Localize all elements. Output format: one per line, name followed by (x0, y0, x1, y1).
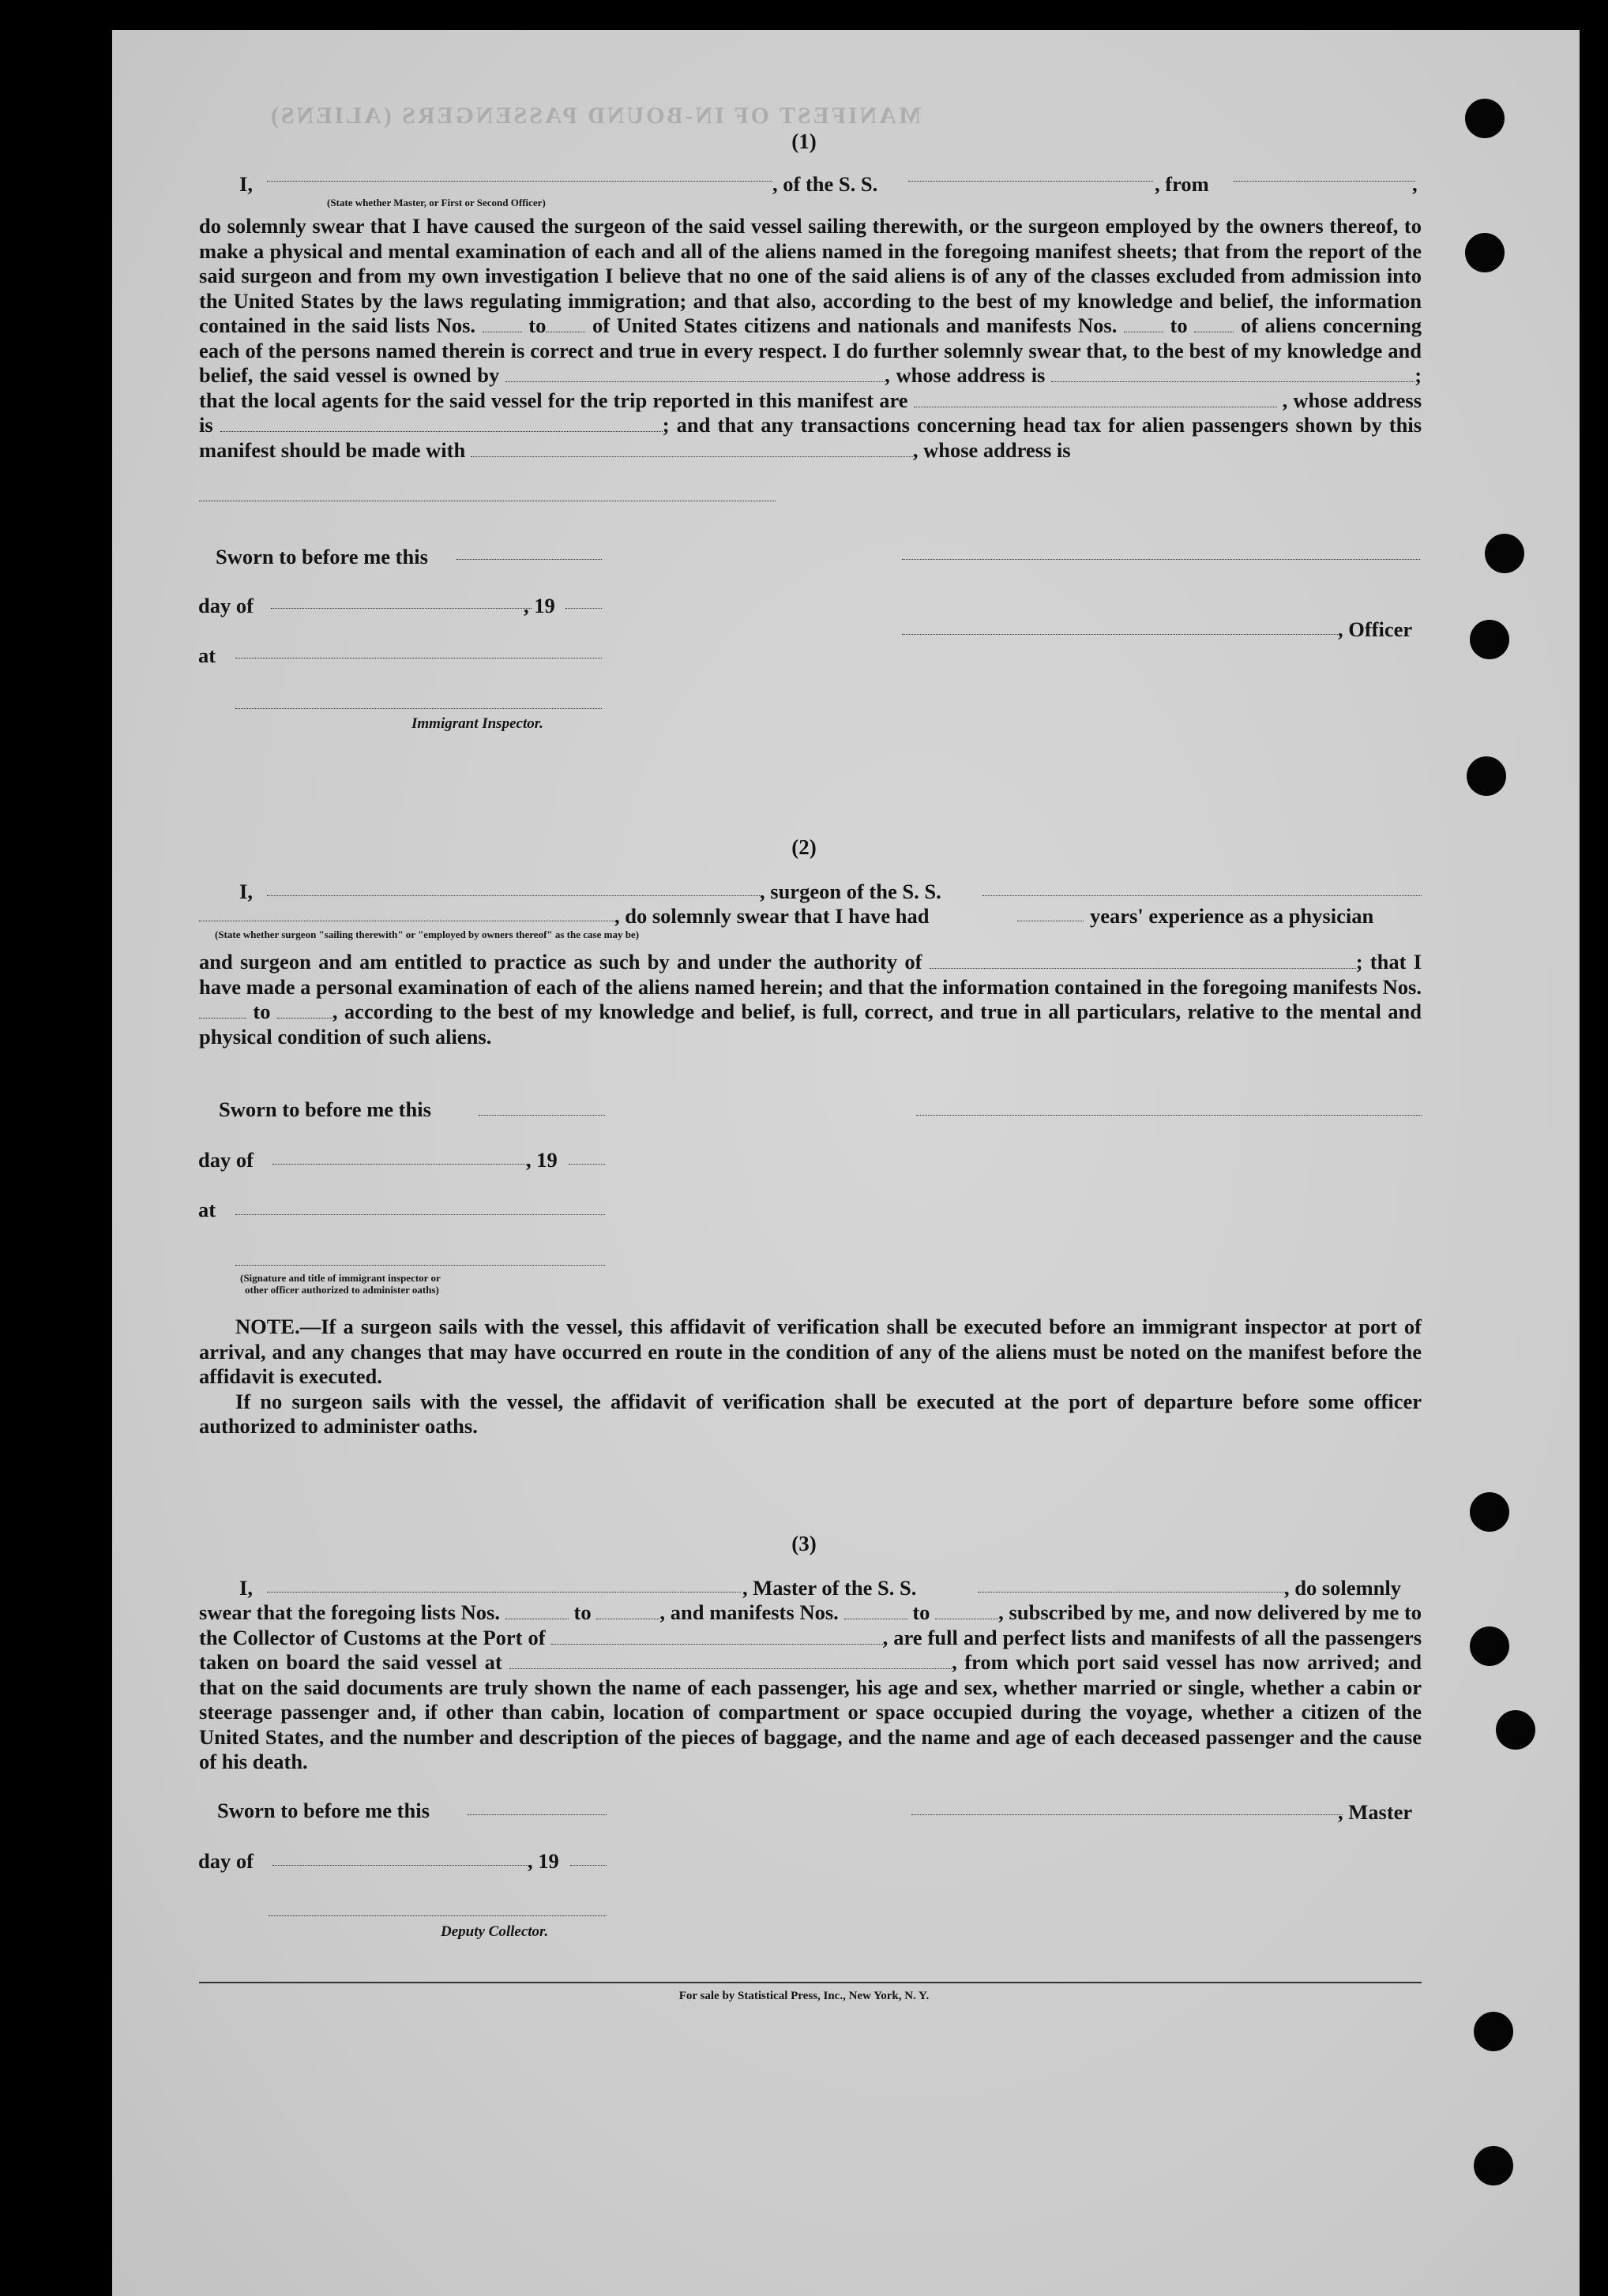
s1-text-2: of United States citizens and nationals and manifests Nos. (592, 313, 1118, 337)
s2-sworn-label: Sworn to before me this (219, 1097, 431, 1121)
s2-day-of-label: day of (198, 1148, 254, 1172)
s1-from-blank (1234, 181, 1415, 182)
s3-text-2: , and manifests Nos. (659, 1600, 839, 1624)
s3-ship-name-blank (978, 1592, 1286, 1593)
s2-note-head: NOTE. (235, 1315, 300, 1338)
s1-year-blank (565, 608, 602, 609)
s3-year-blank (570, 1865, 607, 1866)
s1-agents-address-blank (220, 415, 663, 432)
s2-manifests-to-blank (277, 1002, 332, 1019)
s3-text-4: , are full and perfect lists and manifests of all the passengers taken on board the said vessel at (199, 1625, 1422, 1674)
s1-whose-2: , whose address is (912, 437, 1071, 462)
footer-rule (199, 1982, 1422, 1983)
s3-deputy-signature-blank (269, 1915, 607, 1916)
s1-head-tax-blank (471, 441, 913, 457)
punch-hole (1465, 233, 1505, 272)
s2-authority-blank (930, 952, 1356, 969)
bleed-through-header: MANIFEST OF IN-BOUND PASSENGERS (ALIENS) (269, 103, 922, 129)
s3-i: I, (239, 1576, 253, 1600)
s1-owner-address-blank (1051, 366, 1415, 382)
s1-whose-1: , whose address is (885, 363, 1046, 387)
punch-hole (1485, 534, 1524, 573)
s2-note-text-1: —If a surgeon sails with the vessel, this affidavit of verification shall be executed before an immigrant inspector at port of arrival, and any changes that may have occurred en route in the condition of any of the aliens must be noted on the manifest before the affidavit is executed. (199, 1315, 1422, 1388)
s3-year-label: , 19 (528, 1849, 559, 1873)
section-2-number: (2) (791, 835, 817, 859)
s1-sworn-blank (456, 559, 602, 560)
punch-hole (1470, 620, 1509, 659)
section-1-number: (1) (791, 129, 817, 153)
s1-agents-blank (914, 391, 1277, 407)
s3-to-2: to (912, 1600, 930, 1624)
s3-day-blank (272, 1865, 532, 1866)
s3-manifests-from-blank (844, 1603, 907, 1619)
s3-text-3: , subscribed by me, and now delivered by me to the Collector of Customs at the Port of (199, 1600, 1422, 1649)
s1-signature-blank (902, 559, 1420, 560)
s1-sworn-label: Sworn to before me this (216, 545, 428, 568)
s3-sworn-label: Sworn to before me this (217, 1799, 430, 1822)
s2-day-blank (272, 1164, 530, 1165)
s2-surgeon-name-blank (267, 895, 761, 896)
s2-year-label: , 19 (526, 1148, 558, 1172)
s1-inspector-caption: Immigrant Inspector. (411, 715, 543, 732)
s1-inspector-signature-blank (235, 708, 602, 709)
s1-of-ss: , of the S. S. (772, 172, 878, 196)
s2-ship-name-blank (982, 895, 1422, 896)
s2-signature-caption-2: other officer authorized to administer oaths) (245, 1284, 439, 1296)
s2-note-text-2: If no surgeon sails with the vessel, the affidavit of verification shall be executed at the port of departure before some officer authorized to administer oaths. (199, 1389, 1422, 1438)
punch-hole (1496, 1710, 1535, 1750)
s2-i: I, (239, 880, 253, 903)
s1-text-4: ; that the local agents for the said vessel for the trip reported in this manifest are (199, 363, 1422, 412)
s2-officer-signature-blank (235, 1265, 605, 1266)
s1-owner-blank (505, 366, 885, 382)
s2-text-1: and surgeon and am entitled to practice as such by and under the authority of (199, 950, 922, 974)
s2-surgeon-of-ss: , surgeon of the S. S. (760, 880, 941, 903)
s1-at-label: at (198, 643, 216, 667)
s1-manifests-to-blank (1194, 316, 1234, 332)
s3-text-5: , from which port said vessel has now arrived; and that on the said documents are truly shown the name of each passenger, his age and sex, whether married or single, whether a cabin or steerage passenger and, if other than cabin, location of compartment or space occupied during the voyage, whether a citizen of the United States, and the number and description of the pieces of baggage, and the name and age of each deceased passenger and the cause of his death. (199, 1650, 1422, 1773)
s3-lists-to-blank (596, 1603, 659, 1619)
s3-lists-from-blank (505, 1603, 569, 1619)
punch-hole (1470, 1492, 1509, 1532)
s2-text-2: ; that I have made a personal examination of each of the aliens named herein; and that the information contained in the foregoing manifests Nos. (199, 950, 1422, 999)
s1-day-of-label: day of (198, 594, 254, 617)
s1-text-1: do solemnly swear that I have caused the surgeon of the said vessel sailing therewith, or the surgeon employed by the owners thereof, to make a physical and mental examination of each and all of the aliens named in the foregoing manifest sheets; that from the report of the said surgeon and from my own investigation I believe that no one of the said aliens is of any of the classes excluded from admission into the United States by the laws regulating immigration; and that also, according to the best of my knowledge and belief, the information contained in the said lists Nos. (199, 214, 1422, 337)
s1-i: I, (239, 172, 253, 196)
s2-signature-caption-1: (Signature and title of immigrant inspector or (240, 1272, 441, 1284)
s1-manifests-from-blank (1124, 316, 1163, 332)
s1-to-1: to (528, 313, 547, 337)
s1-comma: , (1412, 172, 1418, 196)
punch-hole (1470, 1626, 1509, 1666)
s3-master-label: , Master (1338, 1800, 1413, 1824)
s1-ship-name-blank (908, 181, 1153, 182)
s3-master-signature-blank (911, 1814, 1343, 1815)
s2-oath-paragraph (199, 950, 1422, 1049)
s1-officer-name-blank (267, 181, 772, 182)
s3-deputy-caption: Deputy Collector. (441, 1923, 549, 1940)
s1-lists-from-blank (483, 316, 522, 332)
s1-year-label: , 19 (524, 594, 555, 617)
s3-manifests-to-blank (935, 1603, 998, 1619)
s3-oath-paragraph (199, 1600, 1422, 1775)
s2-signature-blank (916, 1115, 1422, 1116)
s3-embark-port-blank (509, 1653, 952, 1669)
s3-master-name-blank (267, 1592, 741, 1593)
s2-surgeon-caption: (State whether surgeon "sailing therewith" or "employed by owners thereof" as the case may be) (215, 929, 640, 940)
s1-text-6: ; and that any transactions concerning head tax for alien passengers shown by this manifest should be made with (199, 413, 1422, 462)
s3-port-blank (551, 1628, 883, 1645)
s2-manifests-from-blank (199, 1002, 246, 1019)
section-3-number: (3) (791, 1532, 817, 1555)
s2-years-text: years' experience as a physician (1090, 904, 1374, 928)
s2-at-label: at (198, 1198, 216, 1221)
punch-hole (1474, 2146, 1513, 2185)
s2-note-paragraph (199, 1315, 1422, 1439)
s3-master-of-ss: , Master of the S. S. (742, 1576, 917, 1600)
s3-do-solemnly: , do solemnly (1284, 1576, 1401, 1600)
s1-text-3: of aliens concerning each of the persons named therein is correct and true in every respect. I do further solemnly swear that, to the best of my knowledge and belief, the said vessel is owned by (199, 313, 1422, 387)
s1-from: , from (1155, 172, 1209, 196)
s2-at-blank (235, 1214, 605, 1215)
s2-text-3: , according to the best of my knowledge and belief, is full, correct, and true in all particulars, relative to the mental and physical condition of such aliens. (199, 1000, 1422, 1049)
s1-day-blank (271, 608, 532, 609)
s2-swear-text: , do solemnly swear that I have had (614, 904, 930, 928)
punch-hole (1474, 2012, 1513, 2051)
s1-master-caption: (State whether Master, or First or Second Officer) (327, 197, 546, 208)
s3-text-1: swear that the foregoing lists Nos. (199, 1600, 500, 1624)
s1-oath-paragraph (199, 214, 1422, 463)
s1-officer-blank (902, 634, 1341, 635)
publisher-footer: For sale by Statistical Press, Inc., New York, N. Y. (678, 1990, 930, 2002)
s2-to: to (253, 1000, 271, 1023)
s2-sworn-blank (479, 1115, 605, 1116)
s1-officer-label: , Officer (1338, 617, 1413, 641)
s3-day-of-label: day of (198, 1849, 254, 1873)
s1-lists-to-blank (546, 316, 585, 332)
punch-hole (1467, 756, 1506, 796)
s3-to-1: to (573, 1600, 592, 1624)
s3-sworn-blank (468, 1814, 607, 1815)
s2-year-blank (569, 1164, 605, 1165)
s1-text-5: , whose address is (199, 388, 1422, 437)
s1-to-2: to (1170, 313, 1188, 337)
